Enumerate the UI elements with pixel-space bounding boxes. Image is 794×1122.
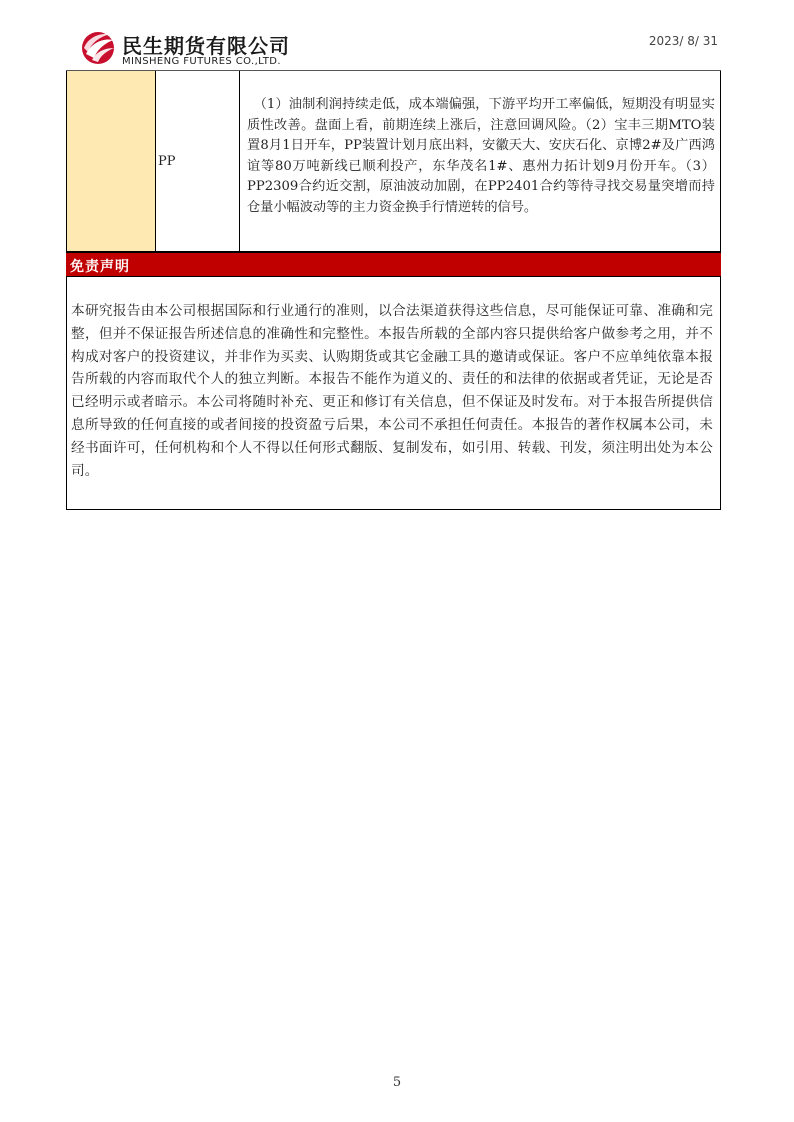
disclaimer-box	[66, 277, 721, 510]
analysis-table	[66, 71, 721, 252]
minsheng-logo-icon	[80, 28, 116, 66]
analysis-content-cell: （1）油制利润持续走低，成本端偏强，下游平均开工率偏低，短期没有明显实质性改善。盘面上看，前期连续上涨后，注意回调风险。（2）宝丰三期MTO装置8月1日开车，PP装置计划月底出料，安徽天大、安庆石化、京博2#及广西鸿谊等80万吨新线已顺利投产，东华茂名1#、惠州力拓计划9月份开车。（3）PP2309合约近交割，原油波动加剧，在PP2401合约等待寻找交易量突增而持仓量小幅波动等的主力资金换手行情逆转的信号。	[247, 97, 715, 215]
disclaimer-header-bar	[66, 252, 721, 277]
company-name-cn: 民生期货有限公司	[122, 34, 290, 58]
disclaimer-title: 免责声明	[70, 259, 130, 275]
company-logo	[80, 28, 320, 72]
product-cell: PP	[156, 71, 240, 251]
sector-cell	[67, 71, 156, 251]
report-date: 2023/ 8/ 31	[648, 34, 718, 48]
company-name-en: MINSHENG FUTURES CO.,LTD.	[122, 56, 281, 67]
page-number: 5	[392, 1075, 402, 1090]
disclaimer-text: 本研究报告由本公司根据国际和行业通行的准则，以合法渠道获得这些信息，尽可能保证可靠、准确和完整，但并不保证报告所述信息的准确性和完整性。本报告所载的全部内容只提供给客户做参考之用，并不构成对客户的投资建议，并非作为买卖、认购期货或其它金融工具的邀请或保证。客户不应单纯依靠本报告所载的内容而取代个人的独立判断。本报告不能作为道义的、责任的和法律的依据或者凭证，无论是否已经明示或者暗示。本公司将随时补充、更正和修订有关信息，但不保证及时发布。对于本报告所提供信息所导致的任何直接的或者间接的投资盈亏后果，本公司不承担任何责任。本报告的著作权属本公司，未经书面许可，任何机构和个人不得以任何形式翻版、复制发布，如引用、转载、刊发，须注明出处为本公司。	[71, 303, 713, 479]
